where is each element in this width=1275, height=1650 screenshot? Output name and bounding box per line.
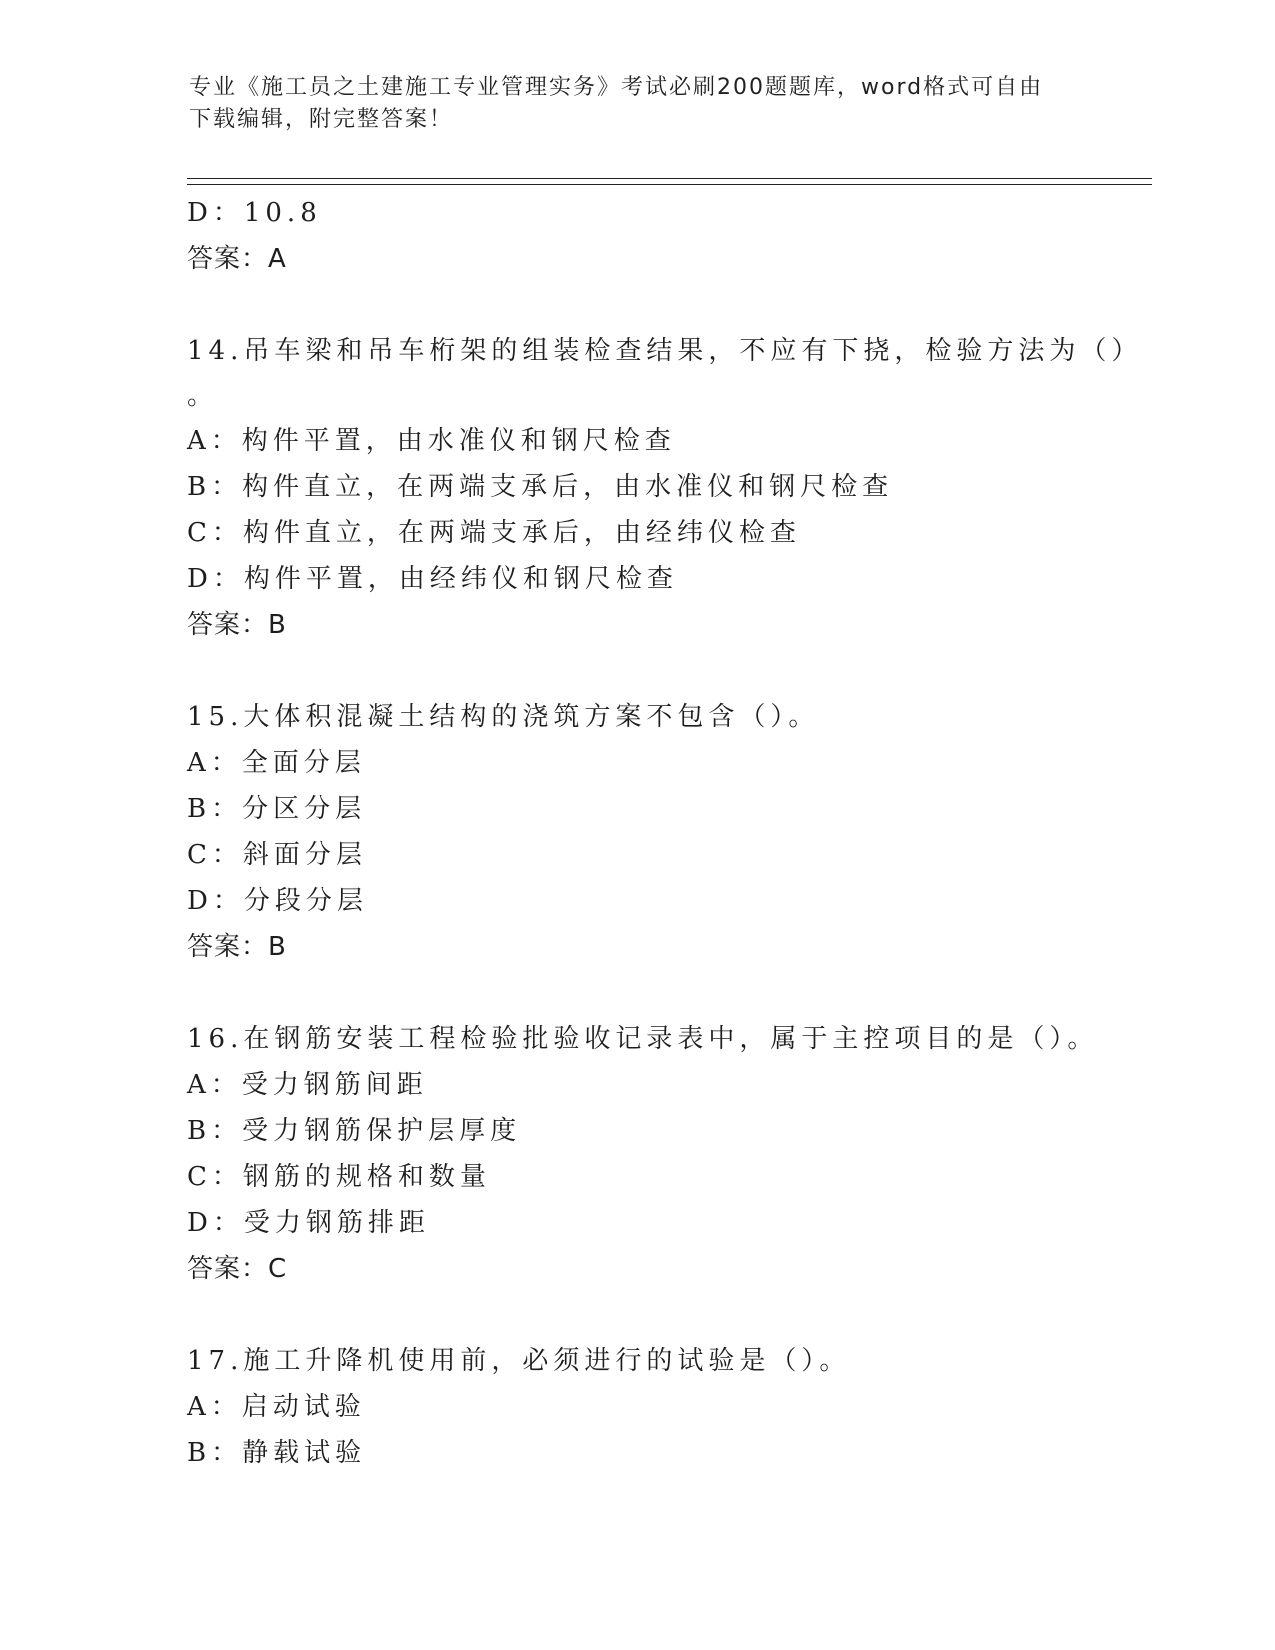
q14-option-a: A：构件平置，由水准仪和钢尺检查 [187, 426, 676, 456]
q17-option-b: B：静载试验 [187, 1438, 367, 1468]
spacer [187, 282, 1087, 328]
q15-option-b: B：分区分层 [187, 794, 367, 824]
q16-option-d: D：受力钢筋排距 [187, 1208, 430, 1238]
header-line-1: 专业《施工员之土建施工专业管理实务》考试必刷200题题库，word格式可自由 [189, 75, 1044, 100]
header-line-2: 下载编辑，附完整答案！ [189, 107, 454, 132]
prev-answer: 答案：A [187, 244, 287, 274]
q14-option-d: D：构件平置，由经纬仪和钢尺检查 [187, 564, 678, 594]
q16-stem: 16.在钢筋安装工程检验批验收记录表中，属于主控项目的是（）。 [187, 1024, 1099, 1054]
page-header [189, 72, 1089, 136]
q16-option-c: C：钢筋的规格和数量 [187, 1162, 491, 1192]
q15-answer: 答案：B [187, 932, 287, 962]
q15-option-c: C：斜面分层 [187, 840, 367, 870]
q15-option-a: A：全面分层 [187, 748, 366, 778]
header-divider [187, 178, 1152, 185]
prev-option-d: D：10.8 [187, 198, 322, 228]
q14-stem: 14.吊车梁和吊车桁架的组装检查结果，不应有下挠，检验方法为（） [187, 336, 1143, 366]
question-list [187, 190, 1143, 1476]
q15-option-d: D：分段分层 [187, 886, 368, 916]
q17-option-a: A：启动试验 [187, 1392, 366, 1422]
spacer [187, 1292, 1087, 1338]
spacer [187, 648, 1087, 694]
q14-stem-continuation: 。 [187, 381, 219, 411]
spacer [187, 970, 1087, 1016]
q14-answer: 答案：B [187, 610, 287, 640]
q15-stem: 15.大体积混凝土结构的浇筑方案不包含（）。 [187, 702, 820, 732]
q16-option-a: A：受力钢筋间距 [187, 1070, 428, 1100]
q14-option-c: C：构件直立，在两端支承后，由经纬仪检查 [187, 518, 801, 548]
q17-stem: 17.施工升降机使用前，必须进行的试验是（）。 [187, 1346, 851, 1376]
q16-option-b: B：受力钢筋保护层厚度 [187, 1116, 522, 1146]
q16-answer: 答案：C [187, 1254, 288, 1284]
q14-option-b: B：构件直立，在两端支承后，由水准仪和钢尺检查 [187, 472, 894, 502]
